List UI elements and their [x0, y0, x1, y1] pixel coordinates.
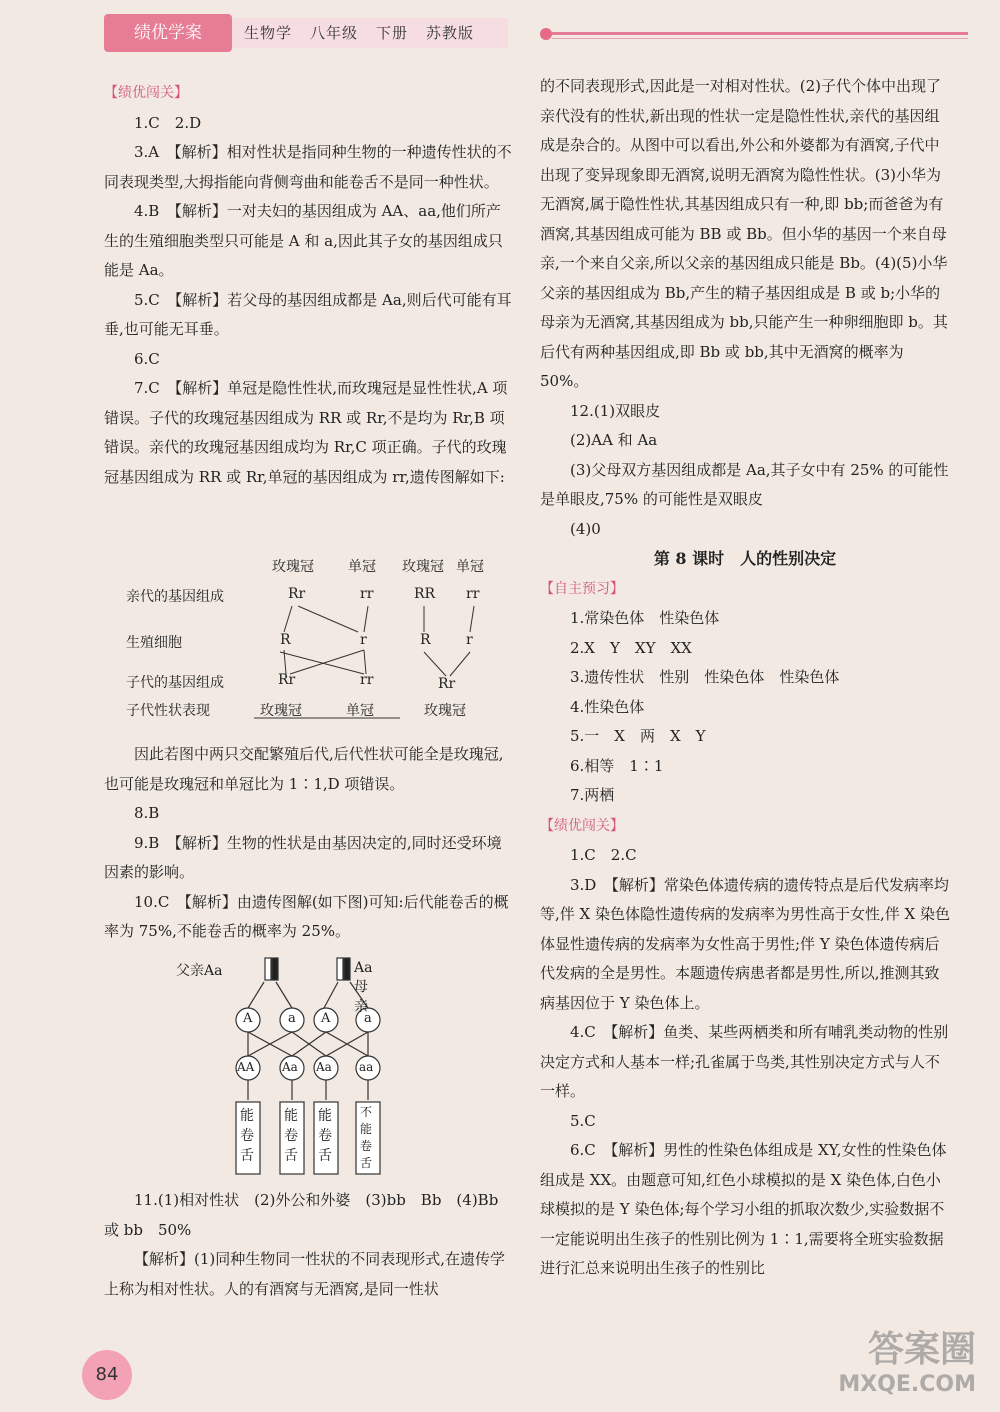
- offspring-trait: 玫瑰冠: [424, 703, 466, 719]
- answer-line: 6.C: [134, 349, 160, 368]
- answer-line: 7.C 【解析】单冠是隐性性状,而玫瑰冠是显性性状,A 项错误。子代的玫瑰冠基因组成为 RR 或 Rr,不是均为 Rr,B 项错误。亲代的玫瑰冠基因组成均为 Rr,C 项正确。子代的玫瑰冠基因组成为 RR 或 Rr,单冠的基因组成为 rr,遗传图解如下:: [104, 379, 508, 486]
- header-brand: 绩优学案: [104, 14, 232, 52]
- answer-line: 5.C: [570, 1111, 596, 1130]
- mother-label: Aa母亲: [354, 960, 373, 1015]
- gamete: R: [420, 632, 431, 648]
- answer-line: 4.C 【解析】鱼类、某些两栖类和所有哺乳类动物的性别决定方式和人基本一样;孔雀属于鸟类,其性别决定方式与人不一样。: [540, 1023, 949, 1100]
- header-subject: 生物学: [244, 24, 293, 42]
- answer-line: (2)AA 和 Aa: [570, 431, 658, 449]
- answer-line: 因此若图中两只交配繁殖后代,后代性状可能全是玫瑰冠,也可能是玫瑰冠和单冠比为 1∶1,D 项错误。: [104, 745, 504, 793]
- page-number: 84: [82, 1350, 132, 1400]
- answer-line: 3.遗传性状 性别 性染色体 性染色体: [570, 668, 840, 686]
- offspring: aa: [359, 1060, 374, 1074]
- answer-line: 1.C 2.C: [570, 846, 637, 864]
- diagram1-lines: [120, 550, 520, 740]
- offspring-genotype: rr: [360, 672, 374, 688]
- gamete: r: [466, 632, 473, 648]
- trait: 能卷舌: [318, 1108, 332, 1164]
- offspring-trait: 单冠: [346, 703, 374, 719]
- father-label: 父亲Aa: [176, 963, 223, 979]
- section-heading-challenge: 【绩优闯关】: [104, 85, 188, 101]
- offspring: Aa: [282, 1060, 298, 1074]
- answer-line: 2.X Y XY XX: [570, 638, 692, 657]
- parent-genotype: Rr: [288, 586, 306, 602]
- parent-genotype: RR: [414, 586, 436, 602]
- header-dot-decoration: [540, 28, 552, 40]
- answer-line: 的不同表现形式,因此是一对相对性状。(2)子代个体中出现了亲代没有的性状,新出现的性状一定是隐性性状,亲代的基因组成是杂合的。从图中可以看出,外公和外婆都为有酒窝,子代中出现了变异现象即无酒窝,说明无酒窝为隐性性状。(3)小华为无酒窝,属于隐性性状,其基因组成只有一种,即 bb;而爸爸为有酒窝,其基因组成可能为 BB 或 Bb。但小华的基因一个来自母亲,一个来自父亲,所以父亲的基因组成只能是 Bb。(4)(5)小华父亲的基因组成为 Bb,产生的精子基因组成是 B 或 b;小华的母亲为无酒窝,其基因组成为 bb,只能产生一种卵细胞即 b。其后代有两种基因组成,即 Bb 或 bb,其中无酒窝的概率为 50%。: [540, 77, 948, 390]
- left-column-middle: [104, 740, 514, 947]
- row-label: 亲代的基因组成: [126, 589, 224, 605]
- answer-line: 4.B 【解析】一对夫妇的基因组成为 AA、aa,他们所产生的生殖细胞类型只可能是 A 和 a,因此其子女的基因组成只能是 Aa。: [104, 202, 503, 279]
- trait: 能卷舌: [240, 1108, 254, 1164]
- answer-line: 4.性染色体: [570, 697, 645, 716]
- col-head: 单冠: [348, 559, 376, 575]
- col-head: 玫瑰冠: [272, 559, 314, 575]
- answer-line: 1.常染色体 性染色体: [570, 609, 720, 627]
- gamete: A: [321, 1011, 331, 1026]
- watermark-site: MXQE.COM: [838, 1372, 976, 1397]
- left-column-top: [104, 78, 514, 492]
- col-head: 单冠: [456, 559, 484, 575]
- trait: 不能卷舌: [360, 1105, 373, 1170]
- offspring: Aa: [316, 1060, 332, 1074]
- answer-line: 1.C 2.D: [134, 113, 202, 132]
- trait: 能卷舌: [284, 1108, 298, 1164]
- lesson-title: 第 8 课时 人的性别决定: [653, 549, 837, 568]
- parent-genotype: rr: [466, 586, 480, 602]
- section-heading-challenge: 【绩优闯关】: [540, 817, 624, 834]
- header-grade: 八年级: [310, 24, 359, 42]
- genetic-diagram-comb: [120, 550, 520, 740]
- answer-line: 9.B 【解析】生物的性状是由基因决定的,同时还受环境因素的影响。: [104, 833, 502, 881]
- answer-line: 12.(1)双眼皮: [570, 401, 661, 420]
- header-book-info: [232, 18, 508, 48]
- row-label: 子代的基因组成: [126, 675, 224, 691]
- row-label: 子代性状表现: [126, 703, 210, 719]
- answer-line: 5.C 【解析】若父母的基因组成都是 Aa,则后代可能有耳垂,也可能无耳垂。: [104, 290, 512, 338]
- gamete: a: [288, 1011, 296, 1026]
- answer-line: 11.(1)相对性状 (2)外公和外婆 (3)bb Bb (4)Bb 或 bb 50%: [104, 1191, 499, 1239]
- right-column: [540, 72, 950, 1284]
- left-column-bottom: [104, 1186, 514, 1304]
- offspring: AA: [237, 1060, 255, 1074]
- header-rule-thin: [552, 38, 968, 39]
- watermark-logo: 答案圈: [867, 1329, 976, 1370]
- gamete: a: [364, 1011, 372, 1026]
- answer-line: 【解析】(1)同种生物同一性状的不同表现形式,在遗传学上称为相对性状。人的有酒窝与无酒窝,是同一性状: [104, 1250, 506, 1298]
- offspring-genotype: Rr: [278, 672, 296, 688]
- answer-line: 6.相等 1∶1: [570, 756, 664, 775]
- answer-line: 3.A 【解析】相对性状是指同种生物的一种遗传性状的不同表现类型,大拇指能向背侧弯曲和能卷舌不是同一种性状。: [104, 143, 512, 191]
- gamete: R: [280, 632, 291, 648]
- header-edition: 苏教版: [426, 24, 475, 42]
- offspring-trait: 玫瑰冠: [260, 703, 302, 719]
- gamete: A: [243, 1011, 253, 1026]
- offspring-genotype: Rr: [438, 676, 456, 692]
- gamete: r: [360, 632, 367, 648]
- answer-line: (3)父母双方基因组成都是 Aa,其子女中有 25% 的可能性是单眼皮,75% 的可能性是双眼皮: [540, 460, 949, 508]
- answer-line: (4)0: [570, 519, 601, 538]
- row-label: 生殖细胞: [126, 635, 182, 651]
- answer-line: 5.一 X 两 X Y: [570, 727, 706, 745]
- answer-line: 7.两栖: [570, 786, 615, 804]
- answer-line: 6.C 【解析】男性的性染色体组成是 XY,女性的性染色体组成是 XX。由题意可知,红色小球模拟的是 X 染色体,白色小球模拟的是 Y 染色体;每个学习小组的抓取次数少,实验数据不一定能说明出生孩子的性别比例为 1∶1,需要将全班实验数据进行汇总来说明出生孩子的性别比: [540, 1141, 947, 1277]
- section-heading-preview: 【自主预习】: [540, 580, 624, 597]
- parent-genotype: rr: [360, 586, 374, 602]
- answer-line: 8.B: [134, 804, 160, 822]
- col-head: 玫瑰冠: [402, 559, 444, 575]
- header-rule: [552, 32, 968, 35]
- answer-line: 10.C 【解析】由遗传图解(如下图)可知:后代能卷舌的概率为 75%,不能卷舌的概率为 25%。: [104, 892, 509, 940]
- header-volume: 下册: [376, 24, 409, 42]
- answer-line: 3.D 【解析】常染色体遗传病的遗传特点是后代发病率均等,伴 X 染色体隐性遗传病的发病率为男性高于女性,伴 X 染色体显性遗传病的发病率为女性高于男性;伴 Y 染色体遗传病后代发病的全是男性。本题遗传病患者都是男性,所以,推测其致病基因位于 Y 染色体上。: [540, 875, 950, 1012]
